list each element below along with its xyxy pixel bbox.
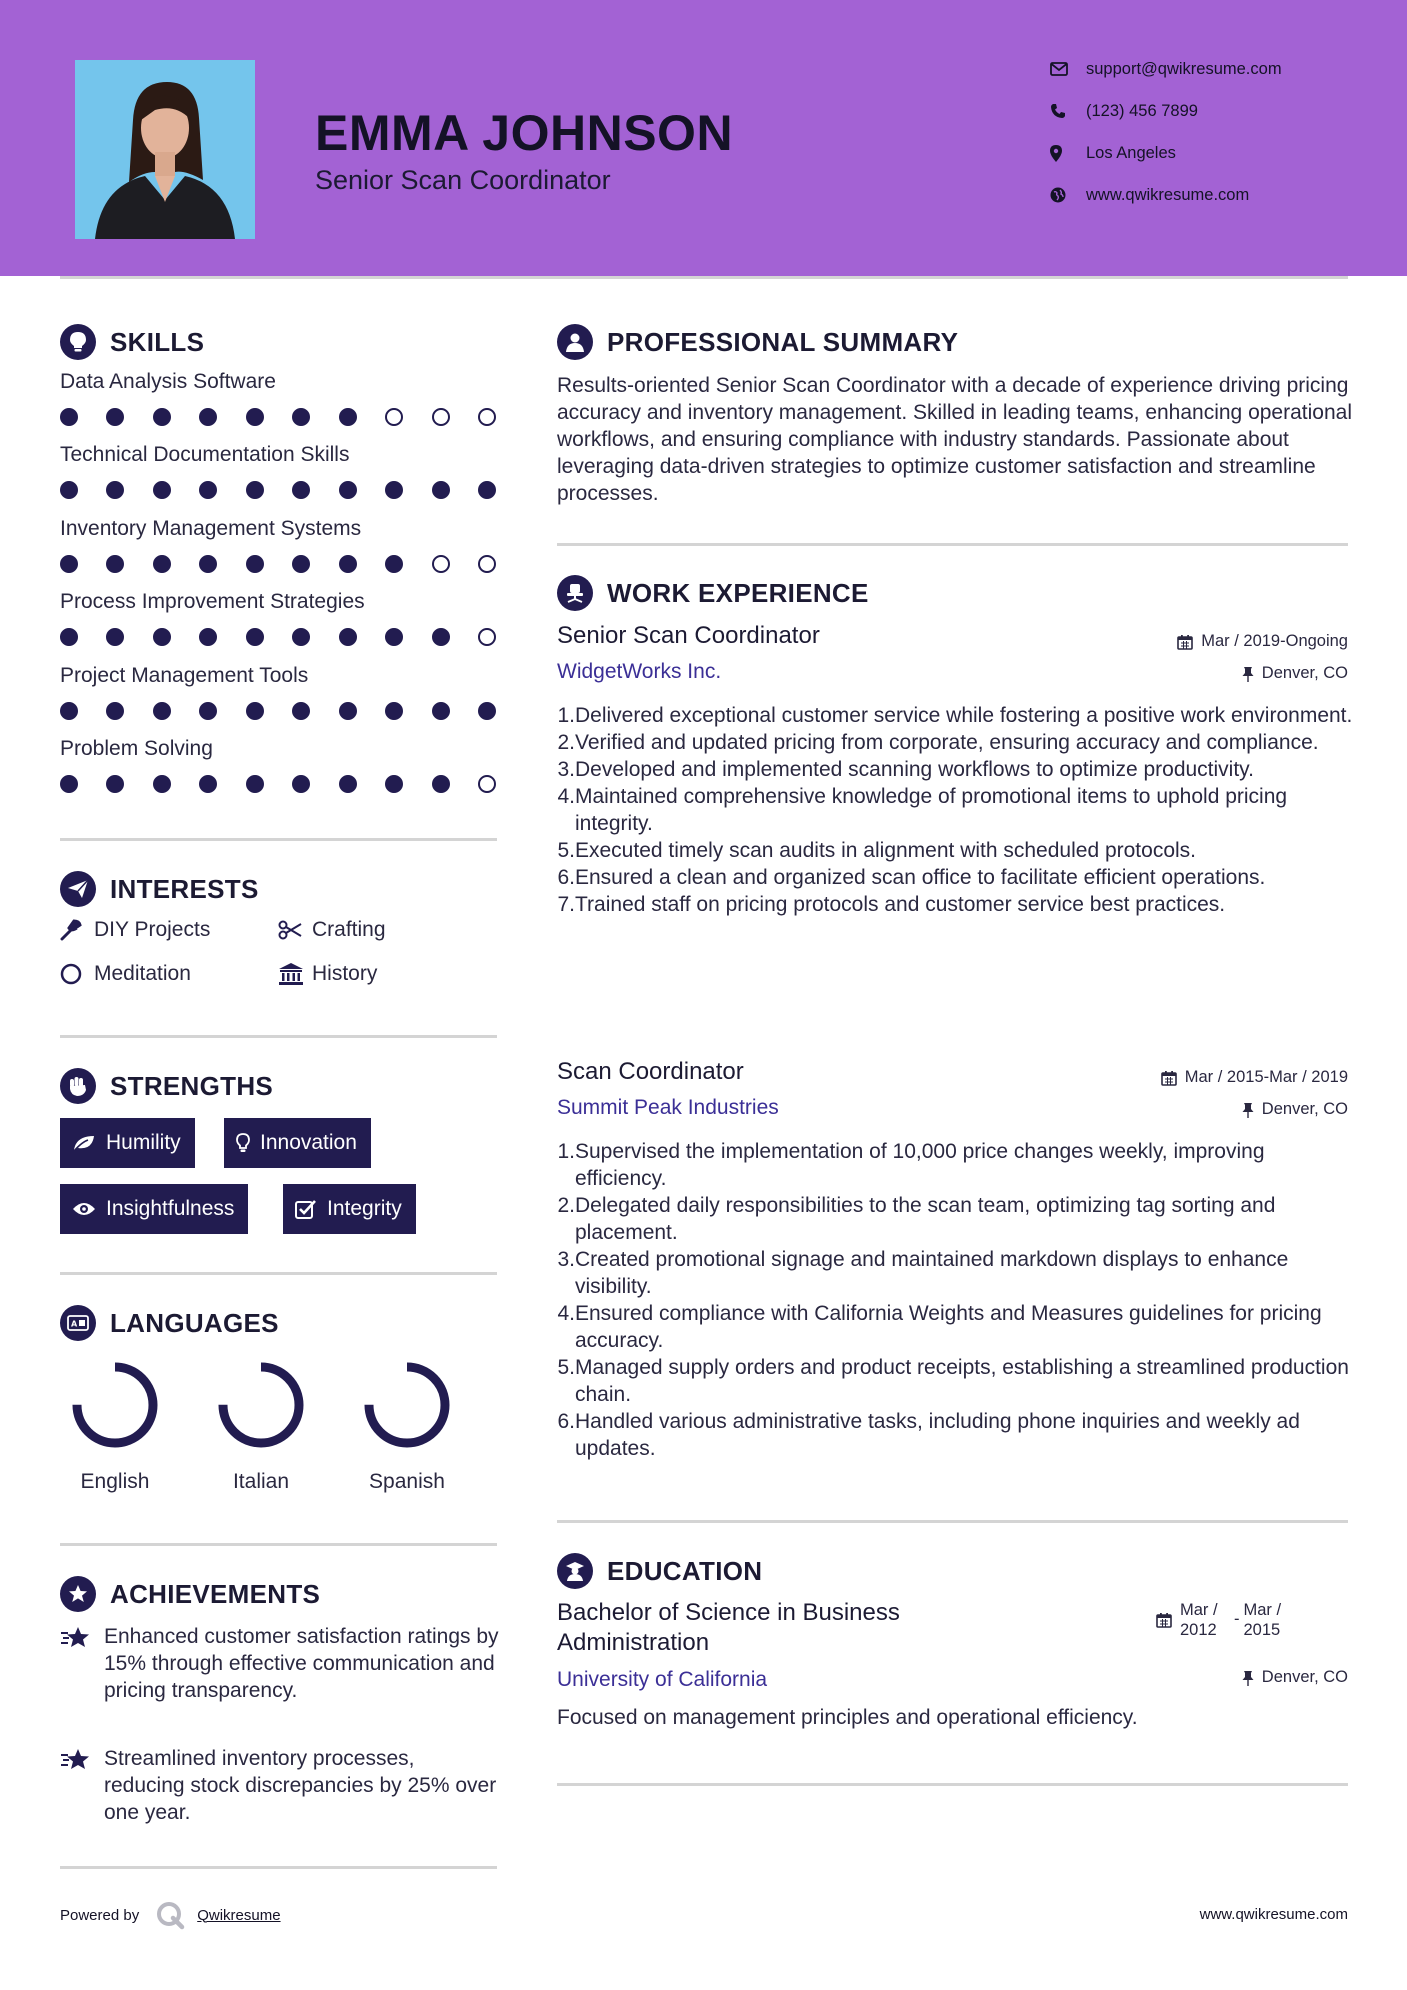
job-location: [1242, 664, 1348, 683]
rating-dot-filled: [339, 775, 357, 793]
language-ring: [360, 1358, 454, 1452]
rating-dot-filled: [199, 775, 217, 793]
bullet-number: 4.: [557, 1302, 575, 1325]
education-title: EDUCATION: [607, 1555, 763, 1586]
job-bullet: [557, 1408, 1357, 1462]
eye-icon: [72, 1201, 96, 1217]
bullet-text: Trained staff on pricing protocols and customer service best practices.: [575, 893, 1226, 916]
rating-dot-filled: [153, 628, 171, 646]
rating-dot-filled: [153, 481, 171, 499]
rating-dot-filled: [60, 702, 78, 720]
calendar-icon: [1161, 1070, 1177, 1086]
bullet-text: Ensured a clean and organized scan office to facilitate efficient operations.: [575, 866, 1266, 889]
skill-label: Problem Solving: [60, 737, 213, 760]
job-title: Scan Coordinator: [557, 1058, 744, 1085]
strength-tag: [224, 1118, 371, 1168]
interest-label: History: [312, 962, 378, 985]
bullet-number: 6.: [557, 866, 575, 889]
rating-dot-filled: [106, 555, 124, 573]
rating-dot-filled: [385, 702, 403, 720]
user-icon: [557, 324, 593, 360]
divider: [557, 1783, 1348, 1786]
bullet-text: Developed and implemented scanning workflows to optimize productivity.: [575, 758, 1254, 781]
language-item: [60, 1358, 170, 1494]
languages-title: LANGUAGES: [110, 1307, 279, 1338]
star-icon: [60, 1745, 104, 1826]
rating-dot-filled: [60, 775, 78, 793]
rating-dot-filled: [432, 628, 450, 646]
calendar-icon: [1177, 634, 1193, 650]
education-location: [1242, 1668, 1348, 1687]
language-level-arc: [77, 1367, 153, 1443]
job-dates: [1161, 1068, 1348, 1087]
job-bullets: [557, 702, 1357, 918]
language-item: [206, 1358, 316, 1494]
rating-dot-empty: [385, 408, 403, 426]
rating-dot-filled: [292, 481, 310, 499]
skill-label: Technical Documentation Skills: [60, 443, 350, 467]
languages-heading: [60, 1305, 279, 1341]
candidate-name: EMMA JOHNSON: [315, 105, 734, 161]
contact-phone-text: (123) 456 7899: [1086, 101, 1198, 120]
rating-dot-filled: [153, 702, 171, 720]
rating-dot-filled: [246, 408, 264, 426]
skill-label: Inventory Management Systems: [60, 516, 362, 540]
pushpin-icon: [1242, 1102, 1254, 1118]
achievement-text: Enhanced customer satisfaction ratings by 15% through effective communication and pricing transparency.: [104, 1625, 499, 1702]
job-location-text: Denver, CO: [1261, 664, 1348, 682]
contact-phone[interactable]: [1050, 99, 1198, 123]
contact-email-text: support@qwikresume.com: [1086, 59, 1282, 78]
achievement-item: [60, 1745, 500, 1826]
divider: [60, 1035, 497, 1038]
header-divider: [60, 276, 1348, 279]
achievement-text: Streamlined inventory processes, reducing stock discrepancies by 25% over one year.: [104, 1747, 497, 1824]
rating-dot-filled: [106, 775, 124, 793]
rating-dot-filled: [106, 628, 124, 646]
job-company: WidgetWorks Inc.: [557, 660, 722, 683]
rating-dot-filled: [106, 481, 124, 499]
achievements-heading: [60, 1576, 320, 1612]
rating-dot-filled: [292, 408, 310, 426]
summary-title: PROFESSIONAL SUMMARY: [607, 326, 959, 357]
degree-title: Bachelor of Science in Business Administration: [557, 1599, 900, 1656]
interest-label: DIY Projects: [94, 918, 211, 941]
skill-rating: [60, 481, 496, 501]
profile-photo: [75, 60, 255, 239]
rating-dot-filled: [432, 775, 450, 793]
pushpin-icon: [1242, 666, 1254, 682]
job-location-text: Denver, CO: [1261, 1100, 1348, 1118]
education-start: Mar / 2012: [1180, 1601, 1218, 1639]
rating-dot-filled: [339, 555, 357, 573]
strength-label: Insightfulness: [106, 1197, 235, 1220]
bullet-text: Ensured compliance with California Weights and Measures guidelines for pricing accuracy.: [575, 1302, 1322, 1352]
globe-icon: [1050, 187, 1086, 203]
job-bullet: [557, 864, 1357, 891]
strength-tag: [60, 1118, 195, 1168]
rating-dot-filled: [199, 481, 217, 499]
rating-dot-filled: [246, 702, 264, 720]
rating-dot-filled: [246, 555, 264, 573]
divider: [60, 1272, 497, 1275]
language-label: Spanish: [369, 1470, 445, 1493]
divider: [60, 1543, 497, 1546]
rating-dot-filled: [60, 628, 78, 646]
paper-plane-icon: [60, 871, 96, 907]
id-card-icon: [60, 1305, 96, 1341]
rating-dot-filled: [60, 481, 78, 499]
rating-dot-filled: [385, 628, 403, 646]
bullet-text: Handled various administrative tasks, including phone inquiries and weekly ad updates.: [575, 1410, 1300, 1460]
education-dates: [1156, 1600, 1298, 1640]
education-end: Mar / 2015: [1243, 1601, 1282, 1639]
qwikresume-logo-icon: [155, 1900, 185, 1930]
strength-tag: [283, 1184, 416, 1234]
wrench-icon: [60, 919, 94, 941]
rating-dot-filled: [199, 408, 217, 426]
contact-location: [1050, 141, 1176, 165]
job-location: [1242, 1100, 1348, 1119]
bullet-text: Delivered exceptional customer service while fostering a positive work environment.: [575, 704, 1353, 727]
job-bullet: [557, 783, 1357, 837]
bullet-number: 1.: [557, 1140, 575, 1163]
rating-dot-filled: [385, 775, 403, 793]
candidate-title: Senior Scan Coordinator: [315, 165, 611, 195]
experience-title: WORK EXPERIENCE: [607, 577, 869, 608]
strengths-heading: [60, 1068, 273, 1104]
rating-dot-empty: [478, 628, 496, 646]
calendar-icon: [1156, 1612, 1172, 1628]
rating-dot-empty: [432, 555, 450, 573]
rating-dot-filled: [339, 481, 357, 499]
contact-website-text: www.qwikresume.com: [1086, 185, 1250, 204]
job-company: Summit Peak Industries: [557, 1096, 779, 1119]
rating-dot-empty: [478, 775, 496, 793]
rating-dot-filled: [199, 702, 217, 720]
language-label: English: [80, 1470, 150, 1493]
skill-label: Process Improvement Strategies: [60, 590, 365, 614]
graduate-icon: [557, 1553, 593, 1589]
language-level-arc: [223, 1367, 299, 1443]
bullet-text: Supervised the implementation of 10,000 price changes weekly, improving efficiency.: [575, 1140, 1265, 1190]
envelope-icon: [1050, 62, 1086, 76]
divider: [557, 1520, 1348, 1523]
contact-location-text: Los Angeles: [1086, 143, 1176, 162]
job-title: Senior Scan Coordinator: [557, 622, 820, 649]
rating-dot-filled: [106, 702, 124, 720]
education-location-text: Denver, CO: [1261, 1668, 1348, 1686]
education-heading: [557, 1553, 762, 1589]
rating-dot-filled: [246, 775, 264, 793]
rating-dot-filled: [199, 555, 217, 573]
bullet-text: Delegated daily responsibilities to the scan team, optimizing tag sorting and placement.: [575, 1194, 1276, 1244]
office-chair-icon: [557, 575, 593, 611]
summary-heading: [557, 324, 958, 360]
experience-heading: [557, 575, 869, 611]
rating-dot-filled: [153, 775, 171, 793]
skill-label: Project Management Tools: [60, 663, 309, 687]
circle-icon: [60, 963, 94, 985]
svg-text:A: A: [71, 1319, 78, 1329]
education-date-dash: -: [1234, 1610, 1240, 1628]
summary-text: Results-oriented Senior Scan Coordinator with a decade of experience driving pricing accuracy and inventory management. Skilled in leading teams, enhancing operational workflows, and ensuring compliance with industry standards. Passionate about leveraging data-driven strategies to optimize customer satisfaction and streamline processes.: [557, 374, 1352, 505]
bullet-text: Maintained comprehensive knowledge of promotional items to uphold pricing integrity.: [575, 785, 1288, 835]
job-dates-text: Mar / 2019-Ongoing: [1201, 632, 1348, 650]
rating-dot-filled: [292, 555, 310, 573]
language-item: [352, 1358, 462, 1494]
star-icon: [60, 1623, 104, 1704]
bullet-number: 6.: [557, 1410, 575, 1433]
rating-dot-filled: [339, 702, 357, 720]
rating-dot-filled: [60, 555, 78, 573]
map-pin-icon: [1050, 145, 1086, 162]
interests-title: INTERESTS: [110, 873, 259, 904]
rating-dot-filled: [153, 408, 171, 426]
divider: [60, 838, 497, 841]
school-name: University of California: [557, 1668, 768, 1691]
leaf-icon: [72, 1134, 96, 1152]
divider: [60, 1866, 497, 1869]
interest-label: Meditation: [94, 962, 191, 985]
rating-dot-filled: [60, 408, 78, 426]
rating-dot-filled: [292, 775, 310, 793]
bullet-number: 3.: [557, 1248, 575, 1271]
language-ring: [214, 1358, 308, 1452]
bullet-number: 4.: [557, 785, 575, 808]
job-bullet: [557, 1192, 1357, 1246]
bullet-number: 2.: [557, 731, 575, 754]
divider: [557, 543, 1348, 546]
skill-rating: [60, 408, 496, 428]
interest-item: [278, 918, 386, 942]
rating-dot-filled: [432, 702, 450, 720]
interest-item: [60, 962, 191, 986]
achievement-item: [60, 1623, 500, 1704]
qwikresume-link[interactable]: Qwikresume: [197, 1906, 281, 1924]
fist-icon: [60, 1068, 96, 1104]
job-bullet: [557, 1138, 1357, 1192]
star-badge-icon: [60, 1576, 96, 1612]
job-bullet: [557, 837, 1357, 864]
rating-dot-filled: [246, 481, 264, 499]
rating-dot-filled: [246, 628, 264, 646]
job-bullet: [557, 756, 1357, 783]
interest-item: [278, 962, 377, 986]
education-description: Focused on management principles and operational efficiency.: [557, 1706, 1138, 1729]
job-bullet: [557, 891, 1357, 918]
rating-dot-filled: [106, 408, 124, 426]
job-bullet: [557, 1300, 1357, 1354]
footer-website[interactable]: www.qwikresume.com: [1199, 1906, 1348, 1923]
job-dates-text: Mar / 2015-Mar / 2019: [1184, 1068, 1348, 1086]
rating-dot-filled: [199, 628, 217, 646]
skills-title: SKILLS: [110, 326, 205, 357]
bullet-text: Verified and updated pricing from corporate, ensuring accuracy and compliance.: [575, 731, 1319, 754]
interest-label: Crafting: [312, 918, 386, 941]
bullet-number: 2.: [557, 1194, 575, 1217]
skill-rating: [60, 775, 496, 795]
powered-by-text: Powered by: [60, 1906, 140, 1924]
lightbulb-icon: [60, 324, 96, 360]
skill-rating: [60, 702, 496, 722]
rating-dot-filled: [432, 481, 450, 499]
job-dates: [1177, 632, 1348, 651]
rating-dot-filled: [385, 481, 403, 499]
strength-label: Innovation: [260, 1131, 357, 1154]
phone-icon: [1050, 103, 1086, 119]
institution-icon: [278, 962, 312, 986]
skill-rating: [60, 628, 496, 648]
strength-label: Integrity: [327, 1197, 402, 1220]
job-bullet: [557, 1354, 1357, 1408]
achievements-title: ACHIEVEMENTS: [110, 1578, 321, 1609]
strength-tag: [60, 1184, 248, 1234]
rating-dot-empty: [478, 408, 496, 426]
bullet-text: Managed supply orders and product receipts, establishing a streamlined production chain.: [575, 1356, 1349, 1406]
rating-dot-filled: [339, 408, 357, 426]
contact-email[interactable]: [1050, 57, 1282, 81]
interest-item: [60, 918, 210, 942]
bullet-number: 3.: [557, 758, 575, 781]
language-level-arc: [369, 1367, 445, 1443]
lightbulb-icon: [236, 1133, 250, 1153]
contact-website[interactable]: [1050, 183, 1249, 207]
rating-dot-filled: [478, 481, 496, 499]
pushpin-icon: [1242, 1670, 1254, 1686]
language-ring: [68, 1358, 162, 1452]
header-banner: [0, 0, 1407, 276]
bullet-number: 1.: [557, 704, 575, 727]
rating-dot-filled: [339, 628, 357, 646]
rating-dot-filled: [292, 628, 310, 646]
bullet-number: 5.: [557, 839, 575, 862]
rating-dot-filled: [292, 702, 310, 720]
rating-dot-filled: [153, 555, 171, 573]
bullet-text: Created promotional signage and maintained markdown displays to enhance visibility.: [575, 1248, 1289, 1298]
rating-dot-filled: [478, 702, 496, 720]
strengths-title: STRENGTHS: [110, 1070, 274, 1101]
skill-rating: [60, 555, 496, 575]
skill-label: Data Analysis Software: [60, 370, 276, 393]
job-bullet: [557, 1246, 1357, 1300]
check-square-icon: [295, 1199, 317, 1219]
bullet-text: Executed timely scan audits in alignment with scheduled protocols.: [575, 839, 1196, 862]
job-bullet: [557, 729, 1357, 756]
rating-dot-filled: [385, 555, 403, 573]
strength-label: Humility: [106, 1131, 181, 1154]
job-bullets: [557, 1138, 1357, 1462]
bullet-number: 7.: [557, 893, 575, 916]
skills-heading: [60, 324, 204, 360]
footer-powered-by: [60, 1900, 281, 1930]
scissors-icon: [278, 920, 312, 940]
job-bullet: [557, 702, 1357, 729]
language-label: Italian: [232, 1470, 290, 1493]
bullet-number: 5.: [557, 1356, 575, 1379]
rating-dot-empty: [432, 408, 450, 426]
rating-dot-empty: [478, 555, 496, 573]
interests-heading: [60, 871, 259, 907]
